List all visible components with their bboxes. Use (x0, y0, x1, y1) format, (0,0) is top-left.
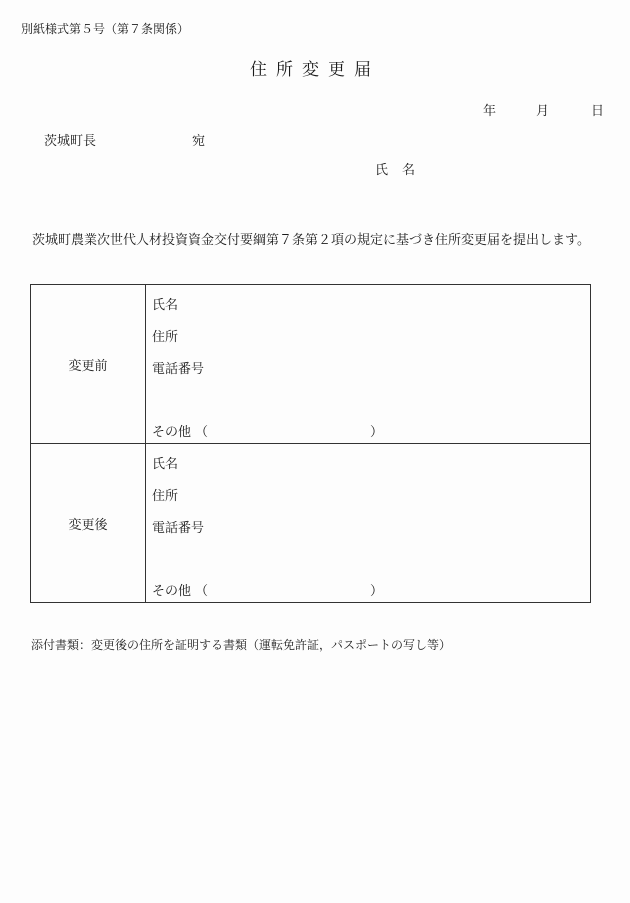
after-paren-close: ） (370, 584, 384, 599)
addressee-suffix: 宛 (192, 134, 206, 149)
after-other-row (152, 580, 384, 599)
before-phone-label: 電話番号 (152, 362, 205, 377)
before-address-label: 住所 (152, 330, 179, 345)
before-paren-open: （ (195, 425, 209, 440)
after-paren-open: （ (195, 584, 209, 599)
date-year-label: 年 (483, 104, 497, 119)
before-other-label: その他 (152, 425, 192, 440)
before-fields (146, 285, 591, 444)
page-title: 住所変更届 (250, 60, 380, 80)
before-other-row (152, 421, 384, 440)
applicant-name-label: 氏名 (375, 163, 430, 178)
after-other-label: その他 (152, 584, 192, 599)
after-header: 変更後 (31, 444, 146, 603)
before-name-label: 氏名 (152, 298, 179, 313)
row-after (31, 444, 591, 603)
statement-text: 茨城町農業次世代人材投資資金交付要綱第７条第２項の規定に基づき住所変更届を提出します。 (32, 233, 590, 248)
before-paren-close: ） (370, 425, 384, 440)
attachments-note: 添付書類：変更後の住所を証明する書類（運転免許証，パスポートの写し等） (31, 638, 452, 652)
change-table (30, 284, 591, 603)
after-phone-label: 電話番号 (152, 521, 205, 536)
date-month-label: 月 (536, 104, 550, 119)
date-day-label: 日 (591, 104, 605, 119)
after-name-label: 氏名 (152, 457, 179, 472)
row-before (31, 285, 591, 444)
before-header: 変更前 (31, 285, 146, 444)
after-fields (146, 444, 591, 603)
form-reference: 別紙様式第５号（第７条関係） (21, 22, 190, 36)
after-address-label: 住所 (152, 489, 179, 504)
recipient: 茨城町長 (44, 134, 97, 149)
